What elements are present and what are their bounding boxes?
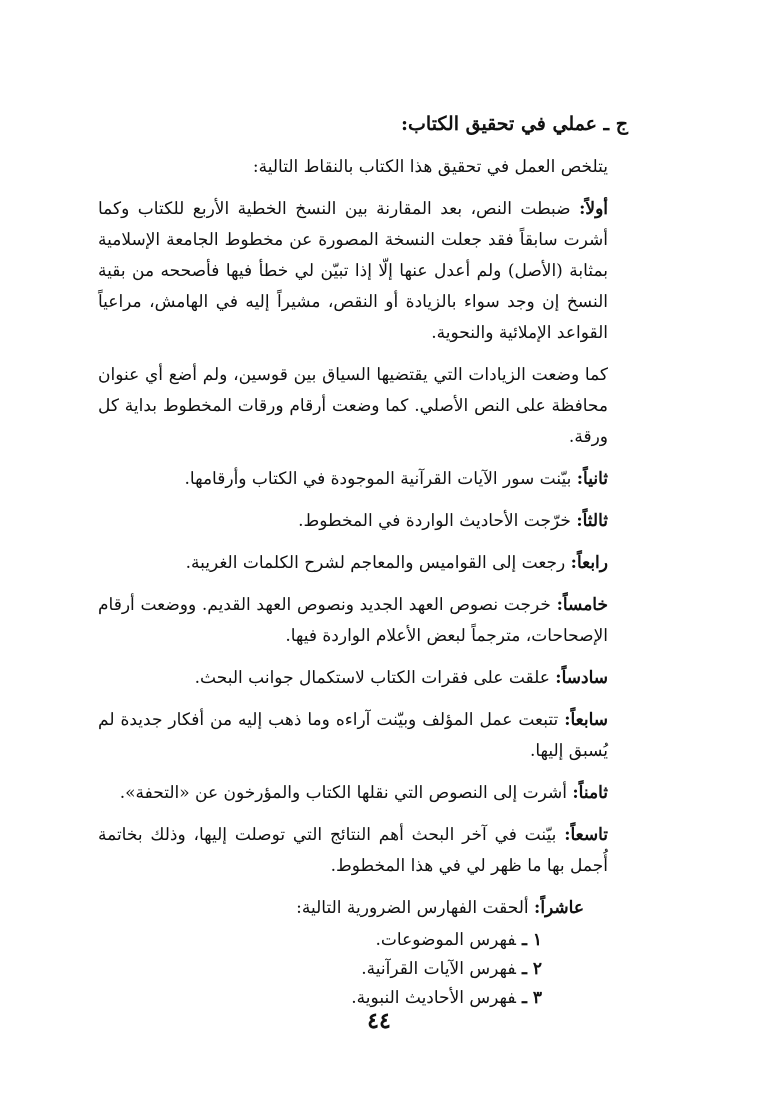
point-text: أشرت إلى النصوص التي نقلها الكتاب والمؤرخون عن «التحفة». xyxy=(119,783,573,803)
list-item-number: ١ ـ xyxy=(521,930,542,950)
point-text: خرّجت الأحاديث الواردة في المخطوط. xyxy=(298,511,577,531)
point-lead: ثالثاً: xyxy=(576,511,608,531)
list-item-number: ٢ ـ xyxy=(521,959,542,979)
point-text: علقت على فقرات الكتاب لاستكمال جوانب البحث. xyxy=(194,668,556,688)
point-lead: عاشراً: xyxy=(534,898,584,918)
point-paragraph-9 xyxy=(98,778,628,809)
point-paragraph-2 xyxy=(98,360,628,453)
list-item-number: ٣ ـ xyxy=(521,988,542,1008)
point-text: تتبعت عمل المؤلف وبيّنت آراءه وما ذهب إليه من أفكار جديدة لم يُسبق إليها. xyxy=(98,710,608,761)
point-lead: ثانياً: xyxy=(576,469,608,489)
index-list xyxy=(98,926,628,1013)
point-text: رجعت إلى القواميس والمعاجم لشرح الكلمات الغريبة. xyxy=(185,553,571,573)
point-paragraph-8 xyxy=(98,705,628,767)
intro-paragraph: يتلخص العمل في تحقيق هذا الكتاب بالنقاط التالية: xyxy=(252,157,608,177)
point-lead: ثامناً: xyxy=(572,783,608,803)
point-paragraph-10 xyxy=(98,820,628,882)
point-lead: سادساً: xyxy=(555,668,608,688)
point-lead: خامساً: xyxy=(556,595,608,615)
point-lead: تاسعاً: xyxy=(564,825,608,845)
point-paragraph-4 xyxy=(98,506,628,537)
point-lead: سابعاً: xyxy=(564,710,608,730)
point-paragraph-5 xyxy=(98,548,628,579)
point-text: بيّنت سور الآيات القرآنية الموجودة في الكتاب وأرقامها. xyxy=(184,469,577,489)
point-lead: أولاً: xyxy=(579,199,608,219)
point-text: خرجت نصوص العهد الجديد ونصوص العهد القديم. ووضعت أرقام الإصحاحات، مترجماً لبعض الأعلام الواردة فيها. xyxy=(98,595,608,646)
point-paragraph-11 xyxy=(98,893,628,924)
point-text: ألحقت الفهارس الضرورية التالية: xyxy=(296,898,535,918)
list-item xyxy=(98,926,542,955)
point-text: بيّنت في آخر البحث أهم النتائج التي توصلت إليها، وذلك بخاتمة أُجمل بها ما ظهر لي في هذا المخطوط. xyxy=(98,825,608,876)
point-lead: رابعاً: xyxy=(570,553,608,573)
point-text: كما وضعت الزيادات التي يقتضيها السياق بين قوسين، ولم أضع أي عنوان محافظة على النص الأصلي. كما وضعت أرقام ورقات المخطوط بداية كل ورقة. xyxy=(98,365,608,447)
page-content xyxy=(98,108,628,1013)
page-number: ٤٤ xyxy=(367,1008,391,1034)
point-paragraph-3 xyxy=(98,464,628,495)
point-text: ضبطت النص، بعد المقارنة بين النسخ الخطية الأربع للكتاب وكما أشرت سابقاً فقد جعلت النسخة المصورة عن مخطوط الجامعة الإسلامية بمثابة (الأصل) ولم أعدل عنها إلّا إذا تبيّن لي خطأ فيها فأصححه من بقية النسخ إن وجد سواء بالزيادة أو النقص، مشيراً إليه في الهامش، مراعياً القواعد الإملائية والنحوية. xyxy=(98,199,608,343)
list-item xyxy=(98,955,542,984)
section-heading: ج ـ عملي في تحقيق الكتاب: xyxy=(401,113,628,135)
point-paragraph-7 xyxy=(98,663,628,694)
list-item-label: فهرس الأحاديث النبوية. xyxy=(351,988,516,1008)
list-item-label: فهرس الآيات القرآنية. xyxy=(361,959,516,979)
point-paragraph-6 xyxy=(98,590,628,652)
list-item-label: فهرس الموضوعات. xyxy=(375,930,516,950)
point-paragraph-1 xyxy=(98,194,628,349)
